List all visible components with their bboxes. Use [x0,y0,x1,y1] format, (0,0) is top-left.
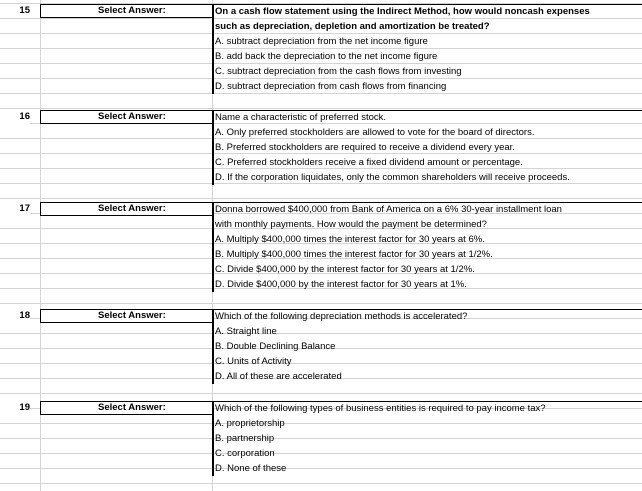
select-answer-label: Select Answer: [98,111,166,122]
question-prompt: Donna borrowed $400,000 from Bank of America on a 6% 30-year installment loan [214,202,642,217]
question-text [214,309,642,384]
question-text [214,4,642,94]
answer-option-c: C. Units of Activity [215,355,292,367]
answer-option-b: B. Preferred stockholders are required to receive a dividend every year. [215,141,515,153]
answer-option-c: C. Preferred stockholders receive a fixed dividend amount or percentage. [215,156,523,168]
answer-option-a: A. Only preferred stockholders are allowed to vote for the board of directors. [215,126,535,138]
question-prompt: On a cash flow statement using the Indirect Method, how would noncash expenses [214,4,642,19]
question-prompt: with monthly payments. How would the payment be determined? [215,218,487,230]
question-prompt: Which of the following depreciation methods is accelerated? [214,309,642,324]
answer-option-d: D. None of these [215,462,287,474]
question-text [214,110,642,185]
answer-option-a: A. proprietorship [215,417,285,429]
answer-option-a: A. Straight line [215,325,277,337]
select-answer-label: Select Answer: [98,5,166,16]
answer-option-a: A. Multiply $400,000 times the interest factor for 30 years at 6%. [215,233,485,245]
question-number: 16 [0,110,30,124]
column-divider [40,0,41,491]
question-number: 15 [0,4,30,18]
question-number: 17 [0,202,30,216]
answer-option-c: C. corporation [215,447,275,459]
answer-option-b: B. Multiply $400,000 times the interest factor for 30 years at 1/2%. [215,248,493,260]
answer-option-c: C. subtract depreciation from the cash flows from investing [215,65,462,77]
answer-option-b: B. partnership [215,432,275,444]
answer-option-b: B. Double Declining Balance [215,340,336,352]
answer-option-b: B. add back the depreciation to the net income figure [215,50,438,62]
select-answer-label: Select Answer: [98,310,166,321]
answer-option-d: D. subtract depreciation from cash flows from financing [215,80,447,92]
answer-option-c: C. Divide $400,000 by the interest factor for 30 years at 1/2%. [215,263,475,275]
answer-option-d: D. All of these are accelerated [215,370,342,382]
question-number: 18 [0,309,30,323]
question-prompt: such as depreciation, depletion and amortization be treated? [215,20,490,32]
answer-option-d: D. Divide $400,000 by the interest factor for 30 years at 1%. [215,278,467,290]
select-answer-label: Select Answer: [98,203,166,214]
question-text [214,202,642,292]
answer-option-a: A. subtract depreciation from the net income figure [215,35,428,47]
question-prompt: Name a characteristic of preferred stock. [214,110,642,125]
question-prompt: Which of the following types of business entities is required to pay income tax? [214,401,642,416]
select-answer-label: Select Answer: [98,402,166,413]
answer-option-d: D. If the corporation liquidates, only the common shareholders will receive proceeds. [215,171,570,183]
question-text [214,401,642,476]
question-number: 19 [0,401,30,415]
